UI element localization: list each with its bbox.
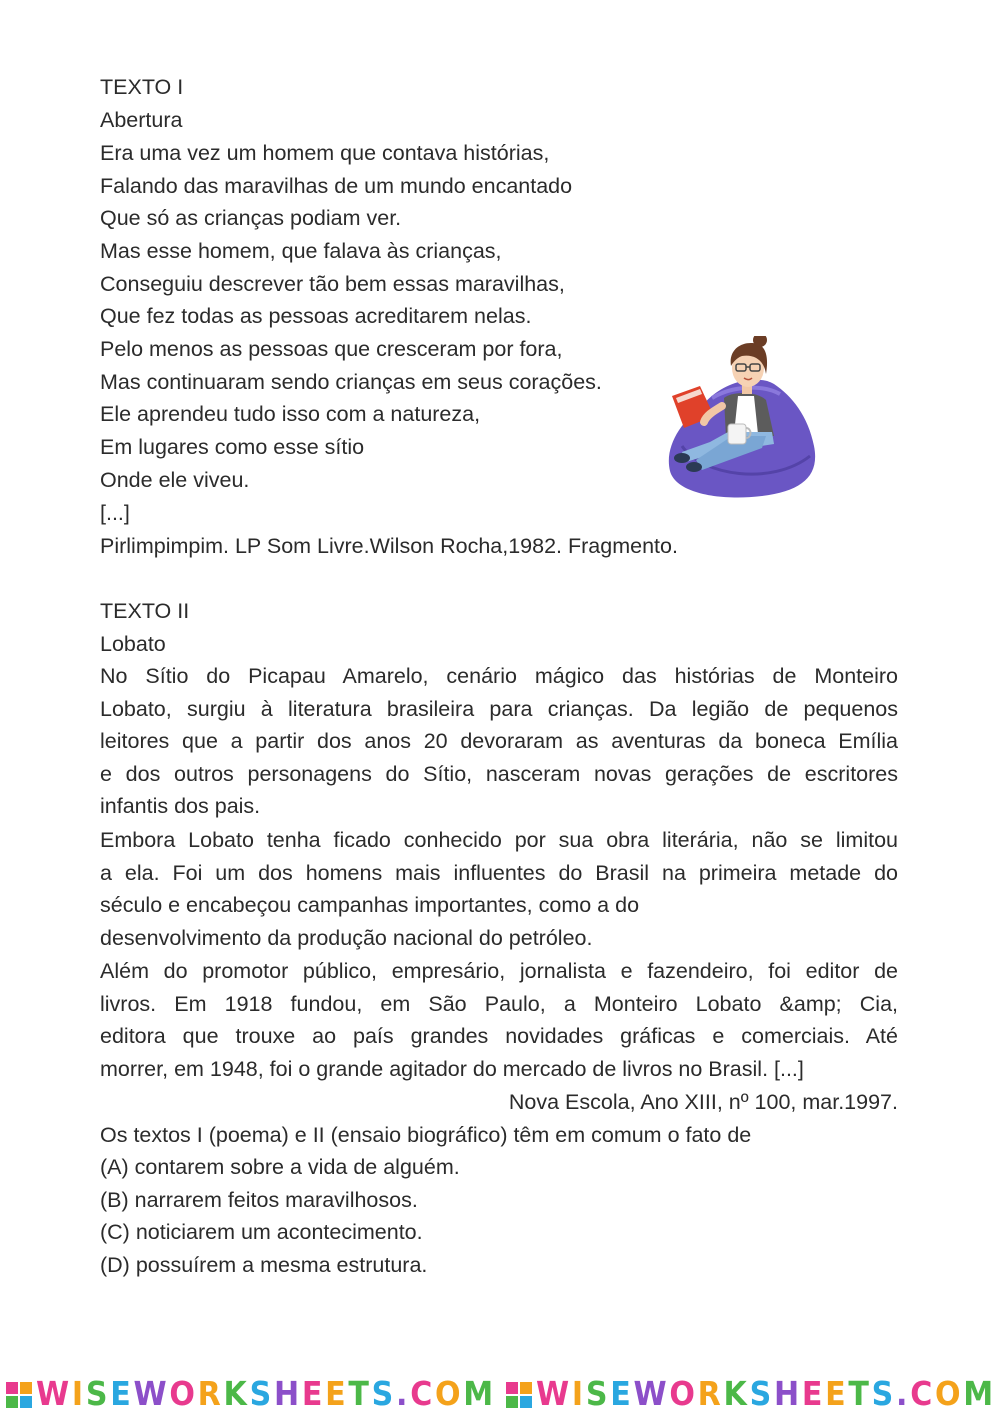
brand-letter: K bbox=[223, 1374, 250, 1413]
verse-line: [...] bbox=[100, 501, 130, 525]
brand-letter: O bbox=[435, 1374, 464, 1413]
verse-line: Ele aprendeu tudo isso com a natureza, bbox=[100, 402, 481, 426]
text1-heading: TEXTO I bbox=[100, 75, 184, 99]
brand-letter: S bbox=[249, 1374, 274, 1413]
brand-letter: O bbox=[669, 1374, 698, 1413]
paragraph-line: leitores que a partir dos anos 20 devoraram as aventuras da boneca Emília bbox=[100, 729, 898, 754]
paragraph-line: editora que trouxe ao país grandes novidades gráficas e comerciais. Até bbox=[100, 1024, 898, 1049]
brand-letter: O bbox=[935, 1374, 964, 1413]
brand-letter: W bbox=[36, 1374, 72, 1413]
option-c[interactable]: (C) noticiarem um acontecimento. bbox=[100, 1220, 423, 1244]
brand-text bbox=[536, 1376, 996, 1412]
paragraph-line: No Sítio do Picapau Amarelo, cenário mágico das histórias de Monteiro bbox=[100, 664, 898, 688]
wiseworksheets-logo-icon bbox=[6, 1382, 32, 1408]
text2-paragraph-2 bbox=[100, 824, 898, 954]
brand-letter: . bbox=[896, 1374, 911, 1413]
paragraph-line: livros. Em 1918 fundou, em São Paulo, a Monteiro Lobato &amp; Cia, bbox=[100, 991, 898, 1016]
brand-letter: E bbox=[301, 1374, 326, 1413]
brand-letter: K bbox=[723, 1374, 750, 1413]
wiseworksheets-logo-icon bbox=[506, 1382, 532, 1408]
brand-letter: W bbox=[536, 1374, 572, 1413]
brand-letter: E bbox=[110, 1374, 134, 1413]
brand-letter: M bbox=[463, 1374, 496, 1413]
brand-letter: S bbox=[371, 1374, 397, 1413]
brand-letter: S bbox=[85, 1374, 111, 1413]
option-b[interactable]: (B) narrarem feitos maravilhosos. bbox=[100, 1188, 418, 1212]
text2-paragraph-3 bbox=[100, 955, 898, 1085]
brand-letter: I bbox=[71, 1374, 86, 1413]
text2-title: Lobato bbox=[100, 632, 166, 656]
brand-letter: W bbox=[633, 1374, 670, 1413]
option-a[interactable]: (A) contarem sobre a vida de alguém. bbox=[100, 1155, 460, 1179]
text1-title: Abertura bbox=[100, 108, 183, 132]
option-d[interactable]: (D) possuírem a mesma estrutura. bbox=[100, 1253, 428, 1277]
brand-letter: C bbox=[410, 1374, 436, 1413]
brand-letter: M bbox=[963, 1374, 996, 1413]
brand-letter: E bbox=[825, 1374, 849, 1413]
verse-line: Onde ele viveu. bbox=[100, 468, 250, 492]
text2-paragraph-1 bbox=[100, 660, 898, 823]
verse-line: Pelo menos as pessoas que cresceram por fora, bbox=[100, 337, 563, 361]
paragraph-line: século e encabeçou campanhas importantes, como a do bbox=[100, 893, 640, 918]
paragraph-line: Além do promotor público, empresário, jornalista e fazendeiro, foi editor de bbox=[100, 959, 898, 983]
paragraph-line: desenvolvimento da produção nacional do petróleo. bbox=[100, 925, 593, 950]
brand-letter: C bbox=[910, 1374, 936, 1413]
paragraph-line: a ela. Foi um dos homens mais influentes do Brasil na primeira metade do bbox=[100, 860, 898, 885]
brand-letter: E bbox=[801, 1374, 826, 1413]
text2-heading: TEXTO II bbox=[100, 599, 190, 623]
paragraph-line: Embora Lobato tenha ficado conhecido por sua obra literária, não se limitou bbox=[100, 828, 898, 852]
reading-girl-illustration bbox=[662, 336, 822, 501]
verse-line: Conseguiu descrever tão bem essas maravilhas, bbox=[100, 272, 565, 296]
footer-watermark bbox=[0, 1370, 1000, 1414]
brand-letter: H bbox=[773, 1374, 802, 1413]
brand-letter: E bbox=[610, 1374, 634, 1413]
brand-letter: I bbox=[571, 1374, 586, 1413]
verse-line: Era uma vez um homem que contava histórias, bbox=[100, 141, 550, 165]
brand-letter: O bbox=[169, 1374, 198, 1413]
paragraph-line: infantis dos pais. bbox=[100, 794, 261, 819]
brand-letter: S bbox=[749, 1374, 774, 1413]
brand-letter: T bbox=[348, 1374, 372, 1413]
paragraph-line: e dos outros personagens do Sítio, nasceram novas gerações de escritores bbox=[100, 761, 898, 786]
brand-text bbox=[36, 1376, 496, 1412]
verse-line: Que fez todas as pessoas acreditarem nelas. bbox=[100, 304, 532, 328]
brand-letter: S bbox=[871, 1374, 897, 1413]
text1-source: Pirlimpimpim. LP Som Livre.Wilson Rocha,1982. Fragmento. bbox=[100, 534, 678, 558]
brand-letter: W bbox=[133, 1374, 170, 1413]
brand-letter: . bbox=[396, 1374, 411, 1413]
brand-letter: R bbox=[697, 1374, 724, 1413]
brand-letter: S bbox=[585, 1374, 611, 1413]
verse-line: Que só as crianças podiam ver. bbox=[100, 206, 402, 230]
verse-line: Mas esse homem, que falava às crianças, bbox=[100, 239, 502, 263]
brand-letter: H bbox=[273, 1374, 302, 1413]
paragraph-line: morrer, em 1948, foi o grande agitador do mercado de livros no Brasil. [...] bbox=[100, 1056, 804, 1081]
brand-letter: E bbox=[325, 1374, 349, 1413]
brand-letter: T bbox=[848, 1374, 872, 1413]
verse-line: Mas continuaram sendo crianças em seus corações. bbox=[100, 370, 602, 394]
text2-source: Nova Escola, Ano XIII, nº 100, mar.1997. bbox=[508, 1090, 898, 1114]
question-stem: Os textos I (poema) e II (ensaio biográfico) têm em comum o fato de bbox=[100, 1123, 752, 1147]
verse-line: Em lugares como esse sítio bbox=[100, 435, 365, 459]
brand-letter: R bbox=[197, 1374, 224, 1413]
paragraph-line: Lobato, surgiu à literatura brasileira para crianças. Da legião de pequenos bbox=[100, 696, 898, 721]
verse-line: Falando das maravilhas de um mundo encantado bbox=[100, 174, 573, 198]
